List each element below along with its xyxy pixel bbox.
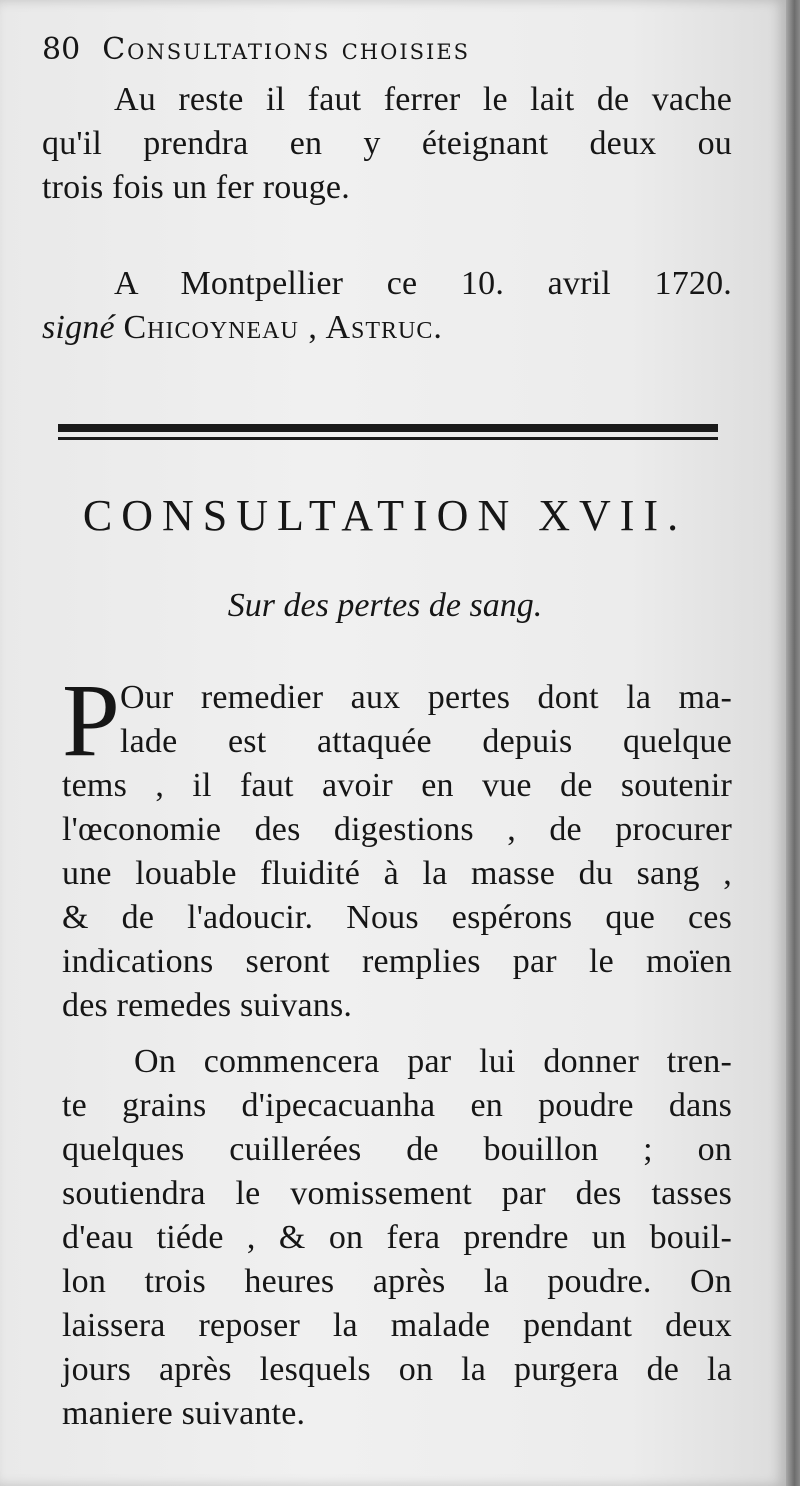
text-line: Our remedier aux pertes dont la ma- xyxy=(120,679,732,716)
text-line: & de l'adoucir. Nous espérons que ces xyxy=(62,899,732,936)
text-line: indications seront remplies par le moïen xyxy=(62,943,732,980)
text-line: tems , il faut avoir en vue de soutenir xyxy=(62,767,732,804)
page-edge-shadow xyxy=(786,0,800,1486)
paragraph-1 xyxy=(62,663,732,1028)
text-line: te grains d'ipecacuanha en poudre dans xyxy=(62,1087,732,1124)
text-line: d'eau tiéde , & on fera prendre un bouil- xyxy=(62,1219,732,1256)
paragraph-2 xyxy=(62,1040,732,1436)
signe-word: signé xyxy=(42,309,115,346)
text-line: lon trois heures après la poudre. On xyxy=(62,1263,732,1300)
signature-block xyxy=(42,262,732,350)
text-line: trois fois un fer rouge. xyxy=(42,169,350,206)
consultation-heading: CONSULTATION XVII. xyxy=(82,491,688,540)
text-line: jours après lesquels on la purgera de la xyxy=(62,1351,732,1388)
signature-line xyxy=(42,306,732,350)
page-number: 80 xyxy=(42,32,81,67)
text-line: qu'il prendra en y éteignant deux ou xyxy=(42,125,732,162)
consultation-subtitle: Sur des pertes de sang. xyxy=(227,587,543,624)
text-line: une louable fluidité à la masse du sang , xyxy=(62,855,732,892)
text-line: l'œconomie des digestions , de procurer xyxy=(62,811,732,848)
running-header xyxy=(42,30,732,70)
text-line: lade est attaquée depuis quelque xyxy=(120,723,732,760)
text-line: quelques cuillerées de bouillon ; on xyxy=(62,1131,732,1168)
text-line: Au reste il faut ferrer le lait de vache xyxy=(114,81,732,118)
drop-cap: P xyxy=(62,663,120,778)
text-line: soutiendra le vomissement par des tasses xyxy=(62,1175,732,1212)
section-rule-thin xyxy=(58,437,718,440)
text-line: des remedes suivans. xyxy=(62,987,353,1024)
text-line: laissera reposer la malade pendant deux xyxy=(62,1307,732,1344)
intro-paragraph xyxy=(42,78,732,210)
text-line: maniere suivante. xyxy=(62,1395,306,1432)
section-rule-thick xyxy=(58,424,718,432)
signatory-names: Chicoyneau , Astruc. xyxy=(123,309,443,346)
running-title: Consultations choisies xyxy=(102,32,471,67)
place-date: A Montpellier ce 10. avril 1720. xyxy=(114,265,732,302)
text-line: On commencera par lui donner tren- xyxy=(134,1043,732,1080)
